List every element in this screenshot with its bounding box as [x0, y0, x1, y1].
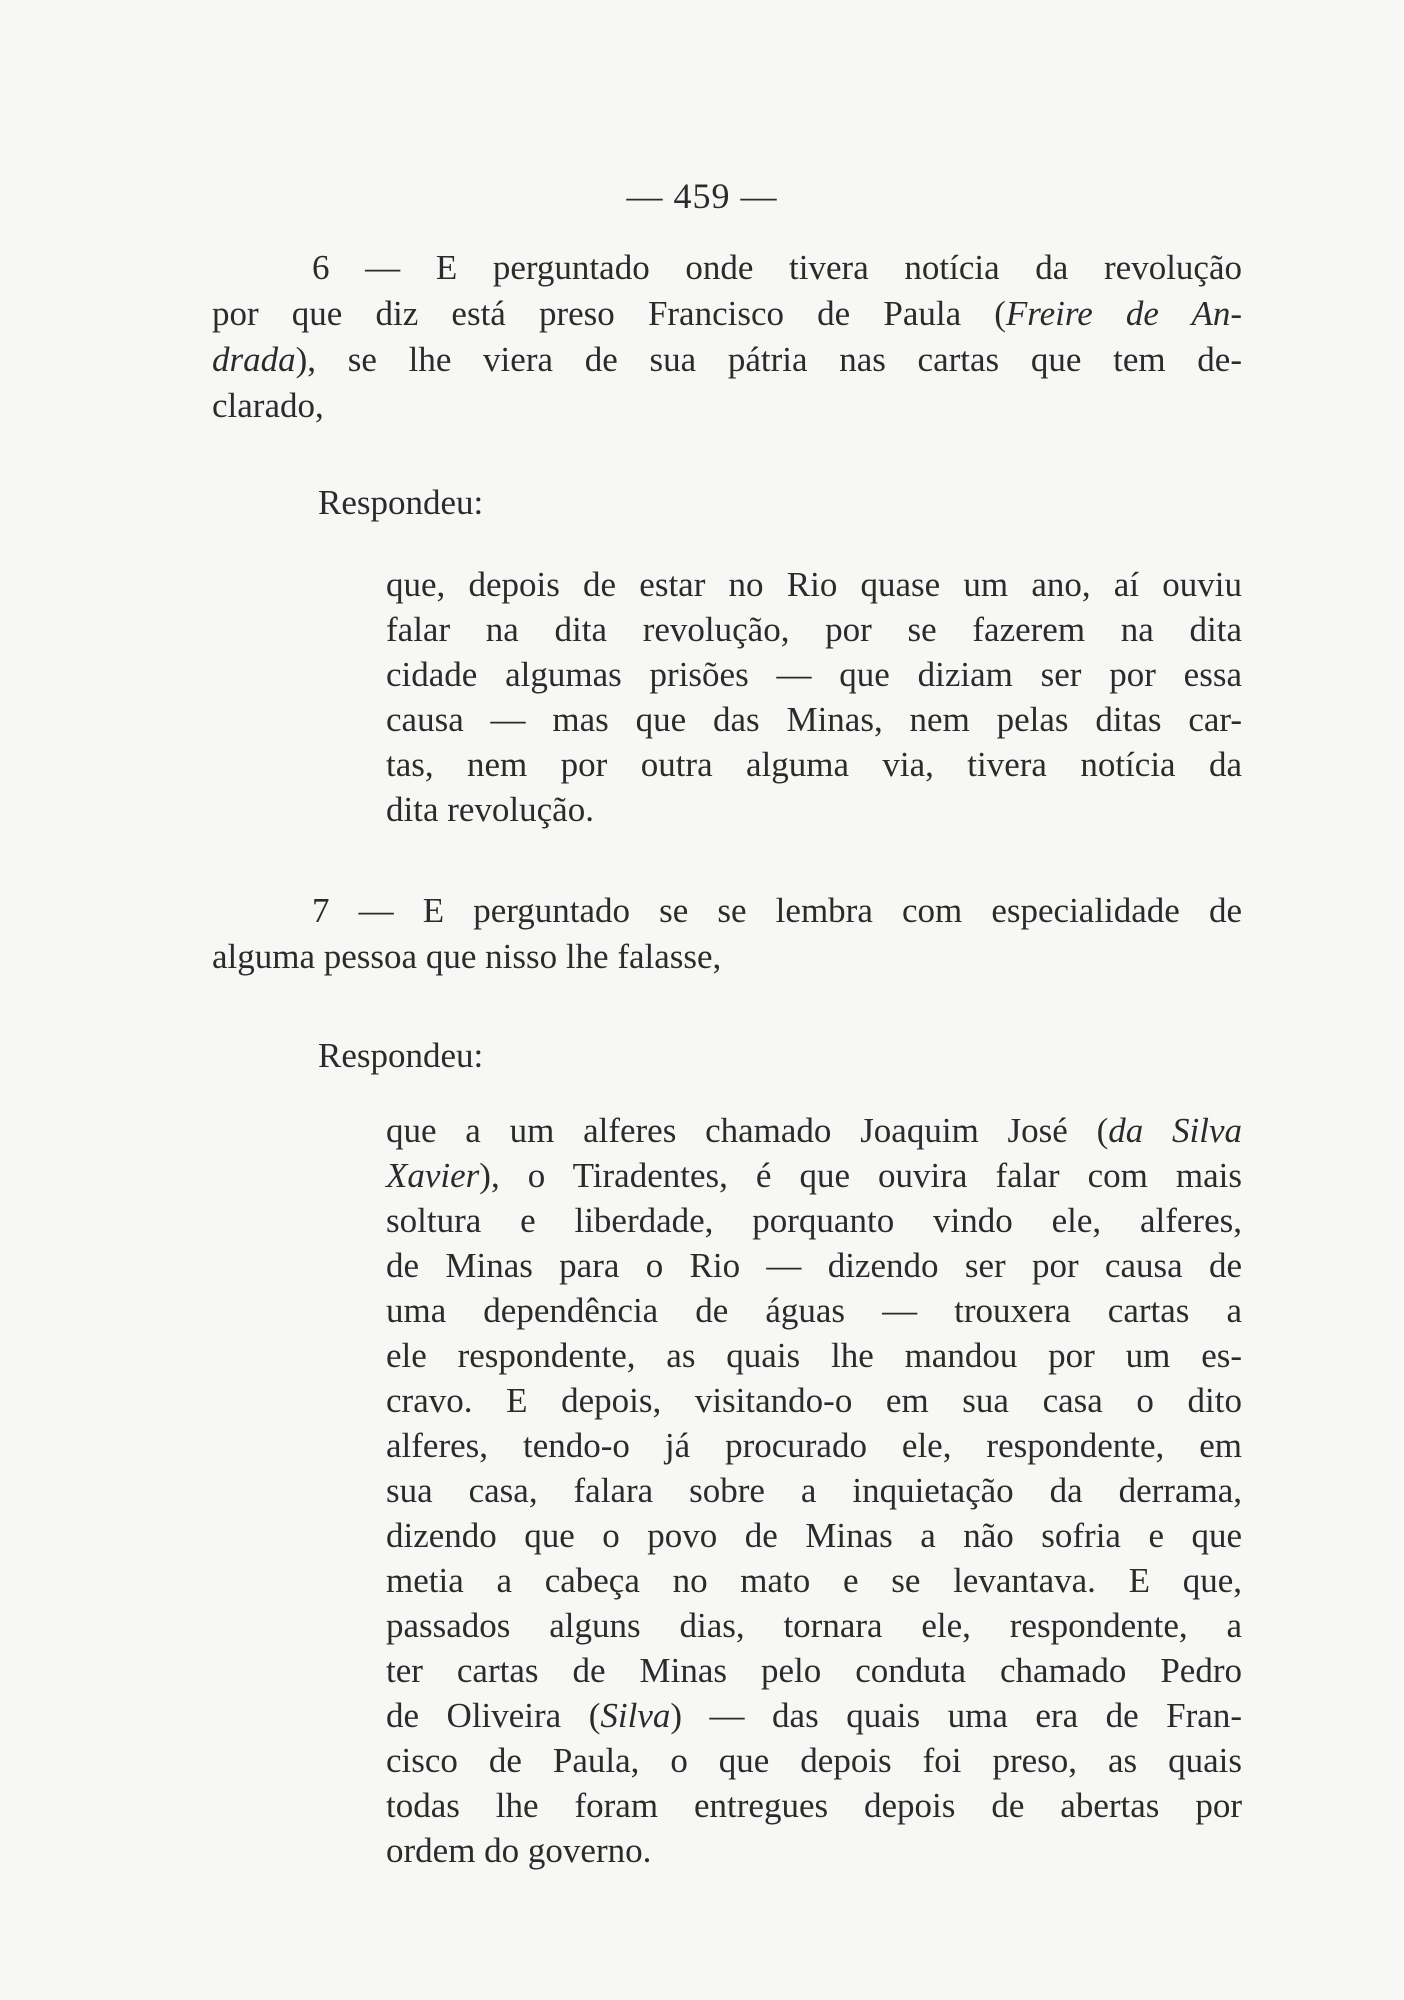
answer-7-line-14-italic: Silva	[600, 1696, 671, 1735]
answer-7-line-14-text: de Oliveira (	[386, 1696, 601, 1735]
answer-7-line-14-text-end: ) — das quais uma era de Fran-	[670, 1696, 1242, 1735]
answer-7-line-2-text: ), o Tiradentes, é que ouvira falar com mais	[479, 1156, 1242, 1195]
answer-6-line: falar na dita revolução, por se fazerem na dita	[386, 610, 1242, 649]
answer-7-line-9: sua casa, falara sobre a inquietação da derrama,	[386, 1471, 1242, 1510]
answer-7	[386, 1108, 1242, 1873]
question-6-line-2	[212, 291, 1242, 337]
question-7	[212, 888, 1242, 980]
page-number: — 459 —	[626, 176, 778, 216]
answer-6-line: tas, nem por outra alguma via, tivera notícia da	[386, 745, 1242, 784]
answer-7-line-4: de Minas para o Rio — dizendo ser por causa de	[386, 1246, 1242, 1285]
answer-7-line-8: alferes, tendo-o já procurado ele, respondente, em	[386, 1426, 1242, 1465]
answer-6-line: dita revolução.	[386, 790, 594, 829]
question-6	[212, 245, 1242, 429]
answer-7-line-11: metia a cabeça no mato e se levantava. E que,	[386, 1561, 1242, 1600]
question-7-line-2: alguma pessoa que nisso lhe falasse,	[212, 937, 722, 976]
answer-7-line-1-italic: da Silva	[1108, 1111, 1242, 1150]
answer-7-line-3: soltura e liberdade, porquanto vindo ele, alferes,	[386, 1201, 1242, 1240]
respondeu-label-6: Respondeu:	[318, 483, 484, 522]
answer-7-line-1	[386, 1108, 1242, 1153]
answer-7-line-2-italic: Xavier	[386, 1156, 480, 1195]
question-6-line-3-text: ), se lhe viera de sua pátria nas cartas que tem de-	[295, 340, 1242, 379]
question-6-line-2-text: por que diz está preso Francisco de Paula (	[212, 294, 1006, 333]
answer-6	[386, 562, 1242, 832]
answer-7-line-17: ordem do governo.	[386, 1831, 652, 1870]
answer-6-line: que, depois de estar no Rio quase um ano, aí ouviu	[386, 565, 1242, 604]
answer-7-line-14	[386, 1693, 1242, 1738]
answer-7-line-16: todas lhe foram entregues depois de abertas por	[386, 1786, 1242, 1825]
question-6-line-3-italic: drada	[212, 340, 296, 379]
question-6-line-2-italic: Freire de An-	[1005, 294, 1242, 333]
question-6-line-3	[212, 337, 1242, 383]
answer-7-line-1-text: que a um alferes chamado Joaquim José (	[386, 1111, 1109, 1150]
answer-7-line-7: cravo. E depois, visitando-o em sua casa o dito	[386, 1381, 1242, 1420]
answer-7-line-2	[386, 1153, 1242, 1198]
answer-7-line-13: ter cartas de Minas pelo conduta chamado Pedro	[386, 1651, 1242, 1690]
question-7-line-1: 7 — E perguntado se se lembra com especialidade de	[312, 891, 1242, 930]
answer-7-line-6: ele respondente, as quais lhe mandou por um es-	[386, 1336, 1242, 1375]
question-6-line-1: 6 — E perguntado onde tivera notícia da revolução	[312, 248, 1242, 287]
answer-6-line: causa — mas que das Minas, nem pelas ditas car-	[386, 700, 1242, 739]
answer-7-line-15: cisco de Paula, o que depois foi preso, as quais	[386, 1741, 1242, 1780]
answer-6-line: cidade algumas prisões — que diziam ser por essa	[386, 655, 1242, 694]
answer-7-line-12: passados alguns dias, tornara ele, respondente, a	[386, 1606, 1242, 1645]
answer-7-line-5: uma dependência de águas — trouxera cartas a	[386, 1291, 1242, 1330]
answer-7-line-10: dizendo que o povo de Minas a não sofria e que	[386, 1516, 1242, 1555]
question-6-line-4: clarado,	[212, 386, 324, 425]
respondeu-label-7: Respondeu:	[318, 1036, 484, 1075]
